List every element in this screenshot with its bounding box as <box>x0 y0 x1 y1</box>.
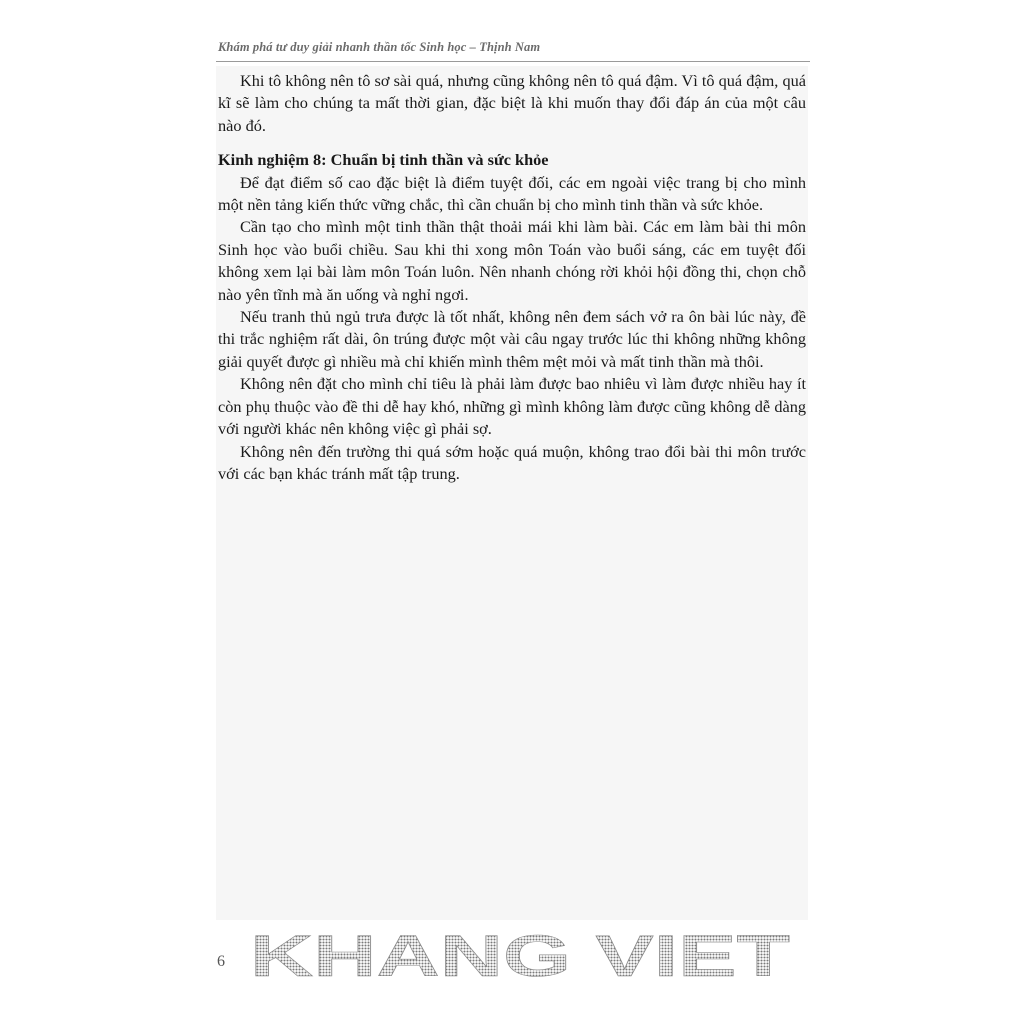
paragraph-6: Không nên đến trường thi quá sớm hoặc quá muộn, không trao đổi bài thi môn trước với các bạn khác tránh mất tập trung. <box>218 441 806 483</box>
watermark-text: KHANG VIET <box>250 929 790 981</box>
paragraph-2: Để đạt điểm số cao đặc biệt là điểm tuyệt đối, các em ngoài việc trang bị cho mình một nền tảng kiến thức vững chắc, thì cần chuẩn bị cho mình tinh thần và sức khỏe. <box>218 172 806 215</box>
section-heading: Kinh nghiệm 8: Chuẩn bị tinh thần và sức khỏe <box>218 150 549 170</box>
header-divider <box>216 61 810 62</box>
paragraph-4: Nếu tranh thủ ngủ trưa được là tốt nhất, không nên đem sách vở ra ôn bài lúc này, đề thi trắc nghiệm rất dài, ôn trúng được một vài câu ngay trước lúc thi không những không giải quyết được gì nhiều mà chỉ khiến mình thêm mệt mỏi và mất tinh thần mà thôi. <box>218 307 806 371</box>
paragraph-5: Không nên đặt cho mình chỉ tiêu là phải làm được bao nhiêu vì làm được nhiều hay ít còn phụ thuộc vào đề thi dễ hay khó, những gì mình không làm được cũng không dễ dàng với người khác nên không việc gì phải sợ. <box>218 374 806 439</box>
running-header: Khám phá tư duy giải nhanh thần tốc Sinh học – Thịnh Nam <box>218 40 541 54</box>
khang-viet-watermark-logo <box>250 929 795 981</box>
page-number: 6 <box>217 953 225 970</box>
paragraph-3: Cần tạo cho mình một tinh thần thật thoải mái khi làm bài. Các em làm bài thi môn Sinh học vào buổi chiều. Sau khi thi xong môn Toán vào buổi sáng, các em tuyệt đối không xem lại bài làm môn Toán luôn. Nên nhanh chóng rời khỏi hội đồng thi, chọn chỗ nào yên tĩnh mà ăn uống và nghỉ ngơi. <box>218 217 806 304</box>
page-body <box>218 70 806 485</box>
paragraph-1: Khi tô không nên tô sơ sài quá, nhưng cũng không nên tô quá đậm. Vì tô quá đậm, quá kĩ sẽ làm cho chúng ta mất thời gian, đặc biệt là khi muốn thay đổi đáp án của một câu nào đó. <box>218 71 806 135</box>
